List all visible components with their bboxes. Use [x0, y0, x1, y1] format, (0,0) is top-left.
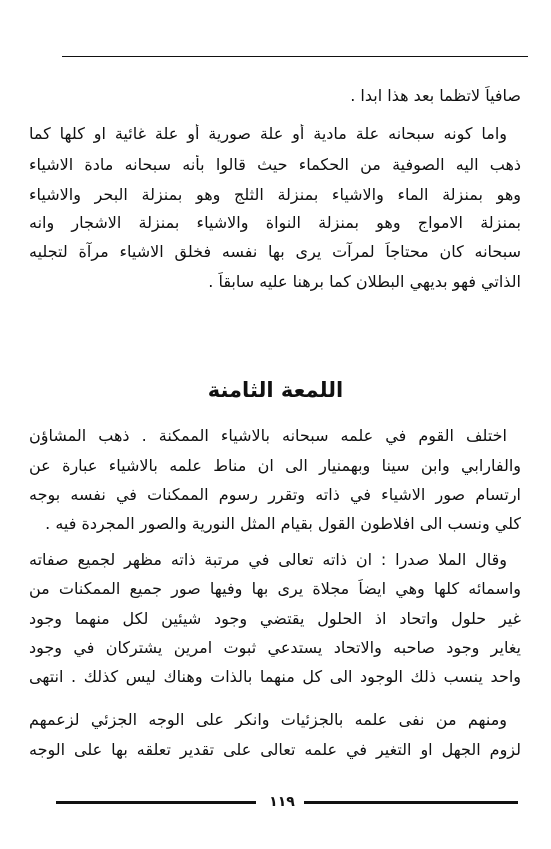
- page-footer: [56, 792, 518, 812]
- text-line: واسمائه كلها وهي ايضاً مجلاة يرى بها وفيها صور جميع الممكنات من: [29, 579, 521, 598]
- text-line: ذهب اليه الصوفية من الحكماء حيث قالوا بأنه سبحانه مادة الاشياء: [29, 155, 521, 174]
- section-heading: اللمعة الثامنة: [207, 378, 344, 402]
- text-line: يغاير وجود صاحبه والاتحاد يستدعي ثبوت امرين يشتركان في وجود: [29, 638, 521, 657]
- text-line: الذاتي فهو بديهي البطلان كما برهنا عليه سابقاً .: [208, 272, 521, 291]
- text-line: وهو بمنزلة الماء والاشياء بمنزلة الثلج وهو بمنزلة البحر والاشياء: [29, 185, 521, 204]
- text-line: ارتسام صور الاشياء في ذاته وتقرر رسوم الممكنات في نفسه بوجه: [29, 485, 521, 504]
- text-line: سبحانه كان محتاجاً لمرآت يرى بها نفسه فخلق الاشياء مرآة لتجليه: [29, 242, 521, 261]
- text-line: واحد ينسب ذلك الوجود الى كل منهما بالذات وهناك ليس كذلك . انتهى: [29, 667, 521, 686]
- text-line: بمنزلة الامواج وهو بمنزلة النواة والاشياء بمنزلة الاشجار وانه: [29, 213, 521, 232]
- text-line: صافياً لاتظما بعد هذا ابدا .: [350, 86, 521, 105]
- text-line: ومنهم من نفى علمه بالجزئيات وانكر على الوجه الجزئي لزعمهم: [29, 710, 507, 729]
- top-rule: [62, 56, 528, 57]
- text-line: والفارابي وابن سينا وبهمنيار الى ان مناط علمه بالاشياء عبارة عن: [29, 456, 521, 475]
- footer-rule-right: [304, 801, 518, 804]
- text-line: واما كونه سبحانه علة مادية أو علة صورية أو علة غائية او كلها كما: [29, 124, 507, 143]
- text-line: لزوم الجهل او التغير في علمه تعالى على تقدير تعلقه بها على الوجه: [29, 740, 521, 759]
- footer-rule-left: [56, 801, 256, 804]
- text-line: كلي ونسب الى افلاطون القول بقيام المثل النورية والصور المجردة فيه .: [45, 514, 521, 533]
- text-line: وقال الملا صدرا : ان ذاته تعالى في مرتبة ذاته مظهر لجميع صفاته: [29, 550, 507, 569]
- text-line: اختلف القوم في علمه سبحانه بالاشياء الممكنة . ذهب المشاؤن: [29, 426, 507, 445]
- text-line: غير حلول واتحاد اذ الحلول يقتضي وجود شيئين لكل منهما وجود: [29, 609, 521, 628]
- page-number: ١١٩: [269, 794, 295, 810]
